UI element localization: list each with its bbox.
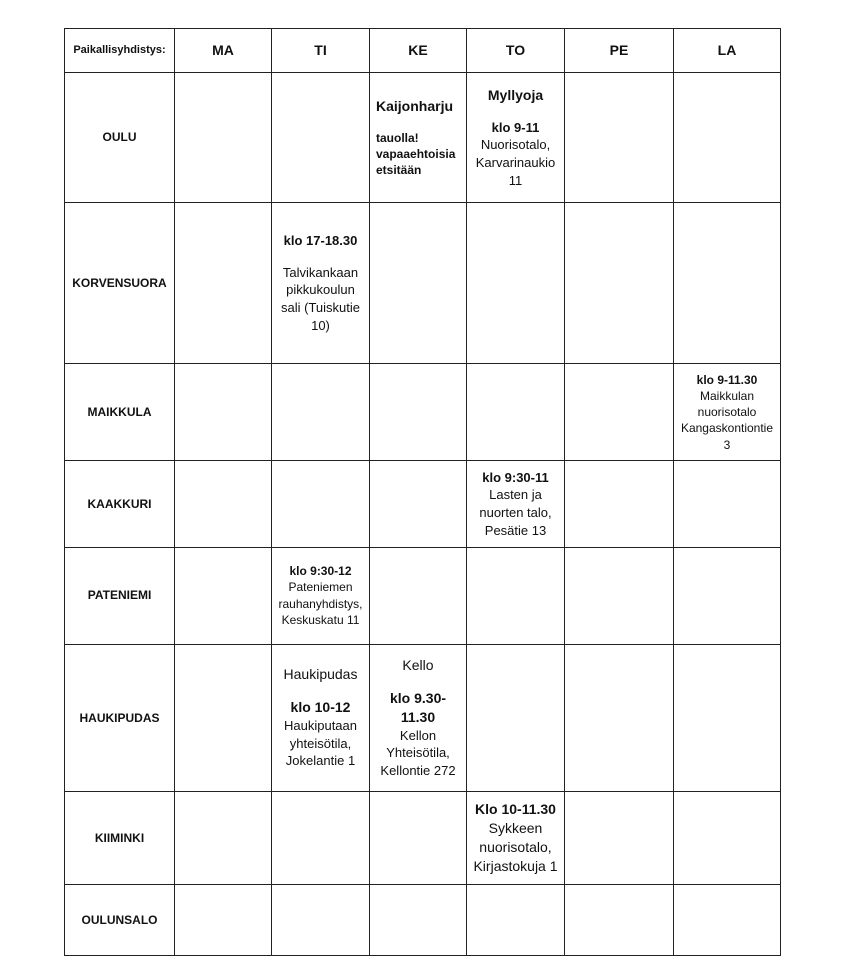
header-day-la: LA [674,29,781,73]
kiiminki-to-time: Klo 10-11.30 [475,801,556,818]
cell-maikkula-to [467,364,565,461]
header-day-ti: TI [272,29,370,73]
cell-pateniemi-la [674,547,781,644]
cell-haukipudas-ma [175,644,272,791]
cell-pateniemi-to [467,547,565,644]
cell-kaakkuri-to [467,461,565,547]
maikkula-la-time: klo 9-11.30 [696,372,758,387]
pateniemi-ti-time: klo 9:30-12 [289,564,352,579]
schedule-table [64,28,781,956]
cell-korvensuora-ti [272,203,370,364]
haukipudas-ke-time: klo 9.30-11.30 [389,689,447,725]
header-day-ke: KE [370,29,467,73]
korvensuora-ti-time: klo 17-18.30 [283,233,358,249]
cell-korvensuora-ma [175,203,272,364]
cell-haukipudas-to [467,644,565,791]
cell-haukipudas-la [674,644,781,791]
cell-oulunsalo-ti [272,884,370,955]
row-name-kiiminki: KIIMINKI [65,791,175,884]
cell-korvensuora-pe [565,203,674,364]
cell-maikkula-pe [565,364,674,461]
cell-oulu-ma [175,73,272,203]
haukipudas-ti-time: klo 10-12 [290,699,351,716]
cell-kiiminki-to [467,791,565,884]
row-name-oulu: OULU [65,73,175,203]
oulu-to-time: klo 9-11 [491,119,540,135]
maikkula-la-place: Maikkulan nuorisotalo Kangaskontiontie 3 [680,389,774,452]
cell-haukipudas-ti [272,644,370,791]
cell-pateniemi-ke [370,547,467,644]
row-kiiminki [65,791,781,884]
header-association: Paikallisyhdistys: [65,29,175,73]
row-name-korvensuora: KORVENSUORA [65,203,175,364]
cell-pateniemi-ma [175,547,272,644]
row-name-pateniemi: PATENIEMI [65,547,175,644]
cell-korvensuora-ke [370,203,467,364]
cell-oulu-to [467,73,565,203]
kiiminki-to-place: Sykkeen nuorisotalo, Kirjastokuja 1 [473,819,558,874]
row-kaakkuri [65,461,781,547]
cell-maikkula-ma [175,364,272,461]
oulu-to-place: Nuorisotalo, Karvarinaukio 11 [475,137,556,188]
kaakkuri-to-place: Lasten ja nuorten talo, Pesätie 13 [479,487,552,538]
kaakkuri-to-time: klo 9:30-11 [482,469,549,485]
cell-kaakkuri-ke [370,461,467,547]
haukipudas-ke-title: Kello [402,657,434,674]
cell-kiiminki-la [674,791,781,884]
cell-maikkula-ke [370,364,467,461]
cell-kiiminki-ma [175,791,272,884]
row-oulunsalo [65,884,781,955]
row-maikkula [65,364,781,461]
row-haukipudas [65,644,781,791]
cell-korvensuora-la [674,203,781,364]
pateniemi-ti-place: Pateniemen rauhanyhdistys, Keskuskatu 11 [278,580,363,627]
cell-oulu-ti [272,73,370,203]
cell-oulunsalo-ma [175,884,272,955]
cell-kiiminki-ti [272,791,370,884]
cell-oulunsalo-to [467,884,565,955]
row-korvensuora [65,203,781,364]
cell-korvensuora-to [467,203,565,364]
haukipudas-ti-place: Haukiputaan yhteisötila, Jokelantie 1 [284,718,357,769]
cell-maikkula-ti [272,364,370,461]
row-name-oulunsalo: OULUNSALO [65,884,175,955]
cell-oulunsalo-pe [565,884,674,955]
cell-oulunsalo-ke [370,884,467,955]
cell-oulu-ke [370,73,467,203]
cell-pateniemi-ti [272,547,370,644]
header-row [65,29,781,73]
cell-oulu-la [674,73,781,203]
header-day-to: TO [467,29,565,73]
haukipudas-ti-title: Haukipudas [283,666,358,683]
cell-kaakkuri-ti [272,461,370,547]
row-oulu [65,73,781,203]
cell-kiiminki-ke [370,791,467,884]
cell-kaakkuri-la [674,461,781,547]
header-day-ma: MA [175,29,272,73]
cell-haukipudas-pe [565,644,674,791]
cell-kaakkuri-ma [175,461,272,547]
oulu-ke-title: Kaijonharju [376,97,454,114]
cell-oulu-pe [565,73,674,203]
row-name-maikkula: MAIKKULA [65,364,175,461]
cell-maikkula-la [674,364,781,461]
cell-kiiminki-pe [565,791,674,884]
row-name-kaakkuri: KAAKKURI [65,461,175,547]
oulu-to-title: Myllyoja [487,87,544,104]
cell-haukipudas-ke [370,644,467,791]
cell-pateniemi-pe [565,547,674,644]
cell-kaakkuri-pe [565,461,674,547]
header-day-pe: PE [565,29,674,73]
korvensuora-ti-place: Talvikankaan pikkukoulun sali (Tuiskutie 10) [281,264,360,333]
haukipudas-ke-place: Kellon Yhteisötila, Kellontie 272 [380,727,456,778]
oulu-ke-note: tauolla! vapaaehtoisia etsitään [376,130,456,178]
row-pateniemi [65,547,781,644]
cell-oulunsalo-la [674,884,781,955]
row-name-haukipudas: HAUKIPUDAS [65,644,175,791]
